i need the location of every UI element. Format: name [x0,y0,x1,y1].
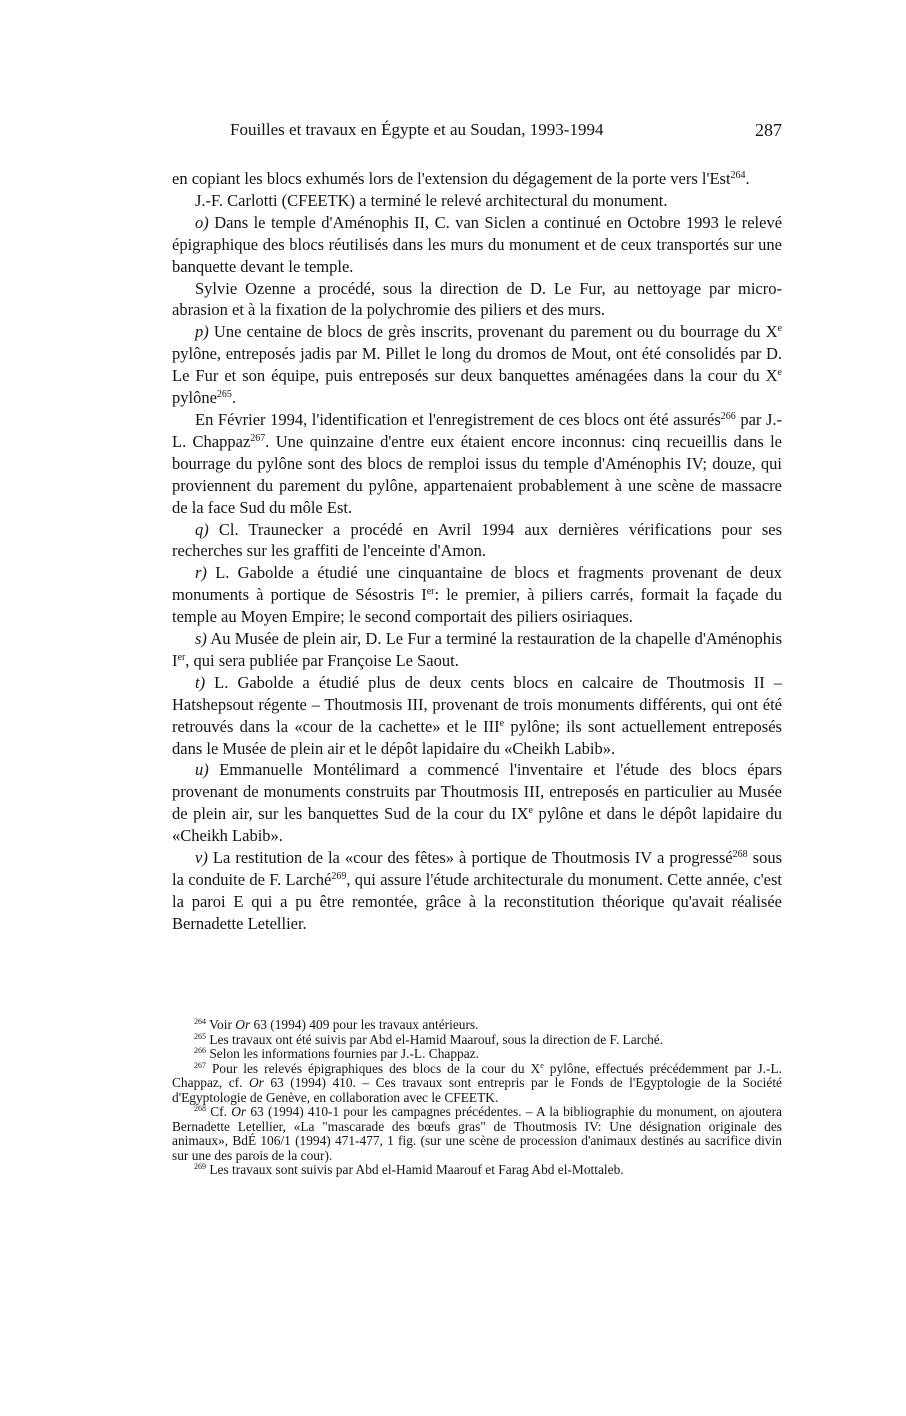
paragraph: p) Une centaine de blocs de grès inscrits, provenant du parement ou du bourrage du Xe pylône, entreposés jadis par M. Pillet le long du dromos de Mout, ont été consolidés par D. Le Fur et son équipe, puis entreposés sur deux banquettes aménagées dans la cour du Xe pylône$^{265}$. [172,322,783,408]
item-label: t) [195,672,206,692]
item-label: p) [195,322,209,342]
paragraph: t) L. Gabolde a étudié plus de deux cents blocs en calcaire de Thoutmosis II – Hatshepsout régente – Thoutmosis III, provenant de trois monuments différents, qui ont été retrouvés dans la «cour de la cachette» et le IIIe pylône; ils sont actuellement entreposés dans le Musée de plein air et le dépôt lapidaire du «Cheikh Labib». [172,672,783,758]
footnote: $^{266}$ Selon les informations fournies par J.-L. Chappaz. [194,1046,479,1061]
footnote-number: 264 [194,1017,206,1026]
paragraph: r) L. Gabolde a étudié une cinquantaine de blocs et fragments provenant de deux monuments à portique de Sésostris Ier: le premier, à piliers carrés, formait la façade du temple au Moyen Empire; le second comportait des piliers osiriaques. [172,563,782,627]
footnote: $^{265}$ Les travaux ont été suivis par Abd el-Hamid Maarouf, sous la direction de F. Larché. [194,1031,664,1047]
paragraph: v) La restitution de la «cour des fêtes» à portique de Thoutmosis IV a progressé$^{268}$ sous la conduite de F. Larché$^{269}$, qui assure l'étude architecturale du monument. Cette année, c'est la paroi E qui a pu être remontée, grâce à la reconstitution théorique qu'avait réalisée Bernadette Letellier. [172,848,782,933]
footnote-ref[interactable]: 265 [216,389,232,401]
item-label: v) [195,848,208,868]
footnote-number: 268 [194,1104,206,1113]
item-label: o) [195,212,209,232]
item-label: u) [195,760,209,780]
footnote: $^{267}$ Pour les relevés épigraphiques des blocs de la cour du Xe pylône, effectués précédemment par J.-L. Chappaz, cf. Or 63 (1994) 410. – Ces travaux sont entrepris par le Fonds de l'Egyptologie de la Société d'Egyptologie de Genève, en collaboration avec le CFEETK. [172,1060,782,1105]
footnote-number: 269 [194,1162,206,1171]
paragraph: s) Au Musée de plein air, D. Le Fur a terminé la restauration de la chapelle d'Aménophis Ier, qui sera publiée par Françoise Le Saout. [172,629,782,670]
footnote-ref[interactable]: 268 [732,849,748,861]
footnote-ref[interactable]: 267 [250,432,266,444]
paragraph: q) Cl. Traunecker a procédé en Avril 1994 aux dernières vérifications pour ses recherches sur les graffiti de l'enceinte d'Amon. [172,519,783,561]
running-title: Fouilles et travaux en Égypte et au Soudan, 1993-1994 [230,120,604,139]
paragraph: En Février 1994, l'identification et l'enregistrement de ces blocs ont été assurés$^{266}$ par J.-L. Chappaz$^{267}$. Une quinzaine d'entre eux étaient encore inconnus: cinq recueillis dans le bourrage du pylône sont des blocs de remploi issus du temple d'Aménophis IV; douze, qui proviennent du parement du pylône, appartenaient probablement à une scène de massacre de la face Sud du môle Est. [172,409,782,517]
footnote-ref[interactable]: 264 [730,170,746,181]
footnote-number: 266 [194,1046,206,1055]
footnote-number: 267 [194,1060,206,1070]
paragraph-continuation: en copiant les blocs exhumés lors de l'extension du dégagement de la porte vers l'Est$^{264}$. [172,169,750,188]
footnote-number: 265 [194,1031,206,1041]
footnotes [172,1018,782,1178]
footnote-ref[interactable]: 269 [331,871,347,882]
item-label: r) [195,563,207,583]
footnote-ref[interactable]: 266 [720,410,736,422]
footnote: $^{268}$ Cf. Or 63 (1994) 410-1 pour les campagnes précédentes. – A la bibliographie du monument, on ajoutera Bernadette Letellier, «La "mascarade des bœufs gras" de Thoutmosis IV: Une désignation originale des animaux», BdÉ 106/1 (1994) 471-477, 1 fig. (sur une scène de procession d'animaux destinés au sacrifice divin sur une des parois de la cour). [172,1104,782,1163]
paragraph: u) Emmanuelle Montélimard a commencé l'inventaire et l'étude des blocs épars provenant de monuments construits par Thoutmosis III, entreposés en particulier au Musée de plein air, sur les banquettes Sud de la cour du IXe pylône et dans le dépôt lapidaire du «Cheikh Labib». [172,760,783,846]
footnote: $^{269}$ Les travaux sont suivis par Abd el-Hamid Maarouf et Farag Abd el-Mottaleb. [194,1162,624,1177]
paragraph: Sylvie Ozenne a procédé, sous la direction de D. Le Fur, au nettoyage par micro-abrasion et à la fixation de la polychromie des piliers et des murs. [172,278,782,320]
paragraph: J.-F. Carlotti (CFEETK) a terminé le relevé architectural du monument. [195,190,668,210]
item-label: s) [195,629,207,649]
running-header [174,117,782,143]
page-number: 287 [755,120,782,140]
paragraph: o) Dans le temple d'Aménophis II, C. van Siclen a continué en Octobre 1993 le relevé épigraphique des blocs réutilisés dans les murs du monument et de ceux transportés sur une banquette devant le temple. [172,212,783,276]
body-text [172,168,782,935]
footnote: $^{264}$ Voir Or 63 (1994) 409 pour les travaux antérieurs. [194,1017,479,1032]
item-label: q) [195,519,209,539]
